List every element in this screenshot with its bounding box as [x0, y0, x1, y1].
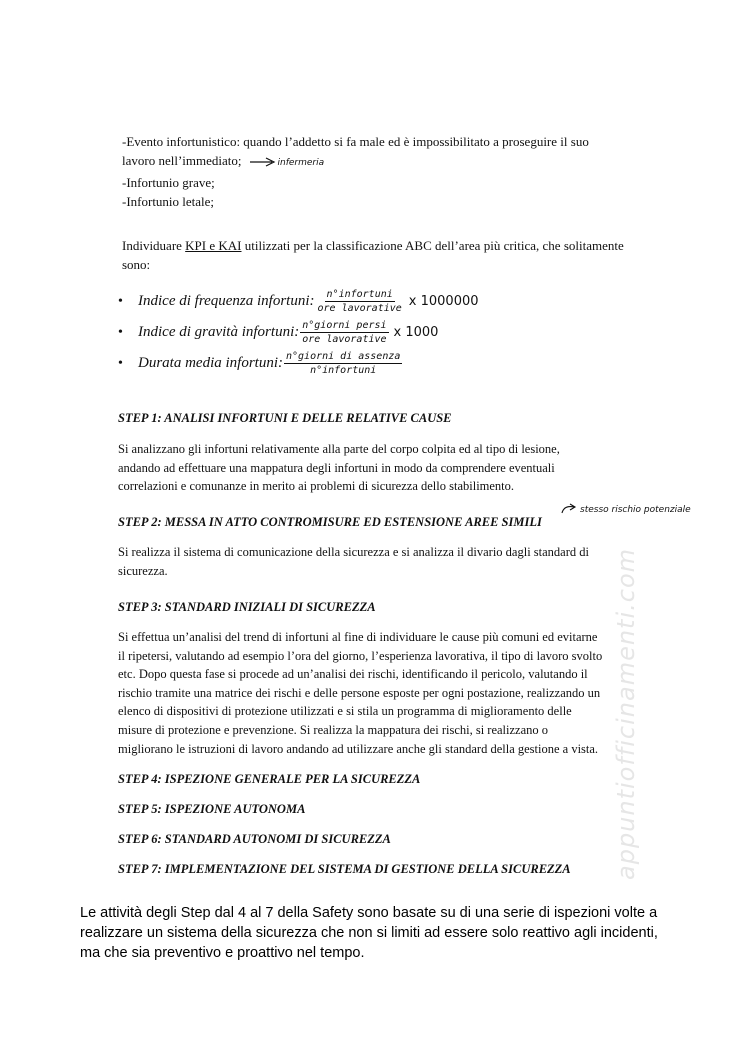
fraction: $\frac{\text{n°infortuni}}{\text{ore lavorative}}$ — [317, 289, 402, 314]
indices-list — [118, 286, 479, 379]
step-2-body: Si realizza il sistema di comunicazione della sicurezza e si analizza il divario dagli standard di sicurezza. — [118, 545, 589, 578]
fraction: $\frac{\text{n°giorni di assenza}}{\text{n°infortuni}}$ — [286, 351, 401, 376]
intro-line: -Evento infortunistico: quando l’addetto si fa male ed è impossibilitato a proseguire il suo — [122, 134, 589, 149]
step-3-body: Si effettua un’analisi del trend di infortuni al fine di individuare le cause più comuni ed evitarne il ripetersi, valutando ad esempio l’ora del giorno, l’esperienza lavorativa, il tipo di lavoro svolto etc. Dopo questa fase si procede ad un’analisi dei rischi, identificando il pericolo, valutando il rischio tramite una matrice dei rischi e delle persone esposte per ogni postazione, realizzando un elenco di dispositivi di protezione utilizzati e si stila un programma di miglioramento delle misure di protezione e prevenzione. Si realizza la mappatura dei rischi, si realizzano o migliorano le istruzioni di lavoro andando ad utilizzare anche gli standard della gestione a vista. — [118, 630, 603, 756]
handwritten-note: infermeria — [277, 158, 325, 168]
intro-line: lavoro nell’immediato; infermeria — [122, 151, 622, 173]
footer-note: Le attività degli Step dal 4 al 7 della Safety sono basate su di una serie di ispezioni volte a realizzare un sistema della sicurezza che non si limiti ad essere solo reattivo agli incidenti, ma che sia preventivo e proattivo nel tempo. — [80, 905, 658, 961]
list-item-frequency-index: • Indice di frequenza infortuni: $\frac{\text{n°infortuni}}{\text{ore lavorative}}$ x 1000000 — [118, 286, 479, 317]
list-item-severity-index: • Indice di gravità infortuni: $\frac{\text{n°giorni persi}}{\text{ore lavorative}}$ x 1000 — [118, 317, 479, 348]
kpi-intro: Individuare KPI e KAI utilizzati per la classificazione ABC dell’area più critica, che solitamente sono: — [122, 238, 624, 272]
step-1-body: Si analizzano gli infortuni relativamente alla parte del corpo colpita ed al tipo di lesione, andando ad effettuare una mappatura degli infortuni in modo da comprendere eventuali correlazioni e comunanze in merito ai problemi di sicurezza dello stabilimento. — [118, 442, 560, 494]
handwritten-arrow-icon — [248, 153, 278, 172]
step-1-heading: STEP 1: ANALISI INFORTUNI E DELLE RELATIVE CAUSE — [118, 411, 452, 425]
handwritten-arrow-icon — [560, 501, 580, 515]
kpi-kai-link: KPI e KAI — [185, 238, 242, 253]
intro-list — [122, 132, 622, 211]
step-5-heading: STEP 5: ISPEZIONE AUTONOMA — [118, 802, 306, 816]
list-item-average-duration: • Durata media infortuni: $\frac{\text{n°giorni di assenza}}{\text{n°infortuni}}$ — [118, 348, 479, 379]
step-4-heading: STEP 4: ISPEZIONE GENERALE PER LA SICUREZZA — [118, 772, 421, 786]
watermark: appuntiofficinamenti.com — [612, 547, 640, 880]
step-3-heading: STEP 3: STANDARD INIZIALI DI SICUREZZA — [118, 600, 376, 614]
handwritten-annotation: stesso rischio potenziale — [560, 499, 691, 517]
intro-line: -Infortunio grave; — [122, 175, 215, 190]
step-7-heading: STEP 7: IMPLEMENTAZIONE DEL SISTEMA DI GESTIONE DELLA SICUREZZA — [118, 862, 571, 876]
intro-line: -Infortunio letale; — [122, 194, 215, 209]
fraction: $\frac{\text{n°giorni persi}}{\text{ore lavorative}}$ — [302, 320, 387, 345]
step-6-heading: STEP 6: STANDARD AUTONOMI DI SICUREZZA — [118, 832, 391, 846]
step-2-heading: STEP 2: MESSA IN ATTO CONTROMISURE ED ESTENSIONE AREE SIMILI — [118, 515, 542, 529]
